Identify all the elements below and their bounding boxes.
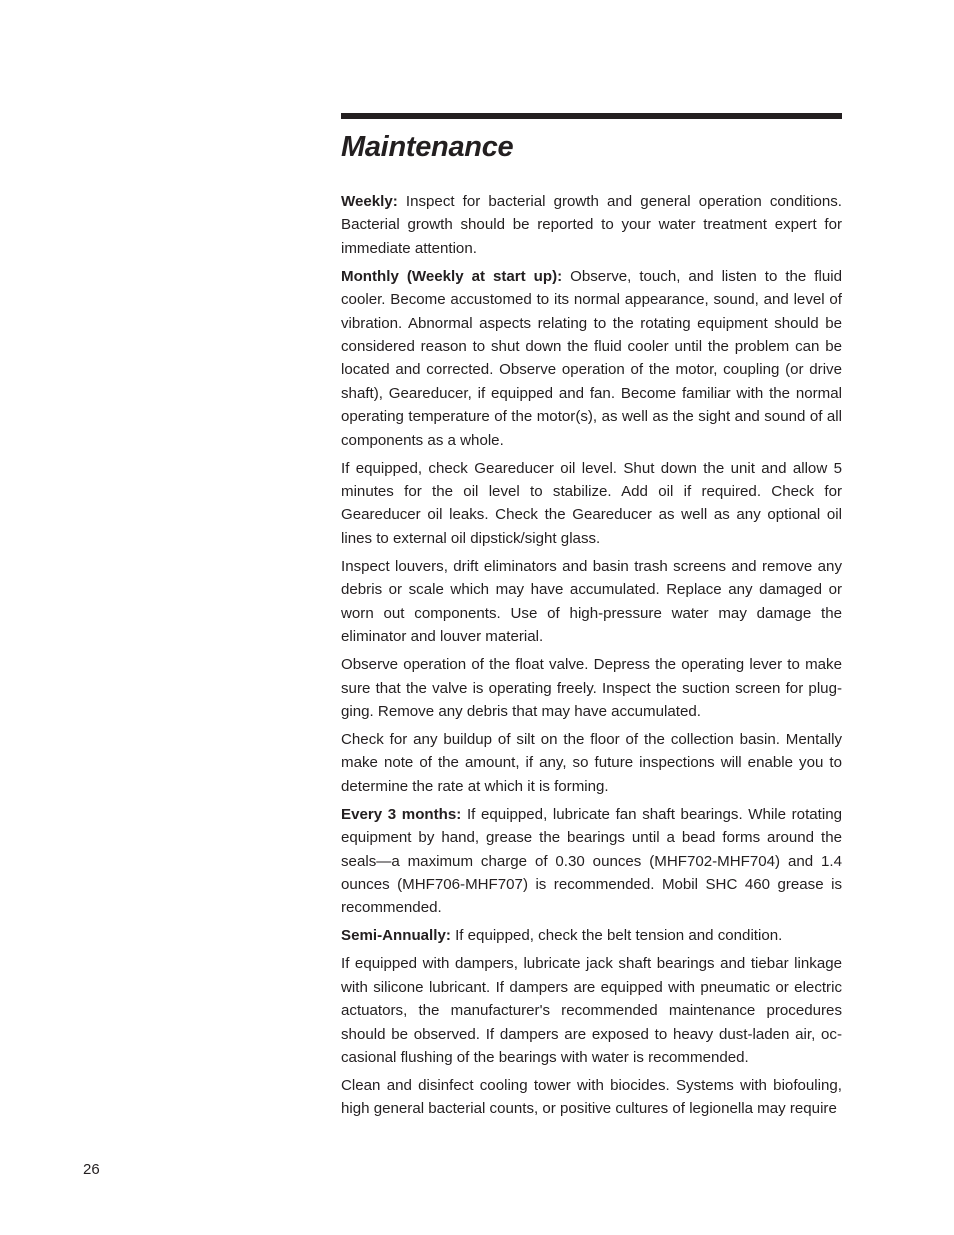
paragraph-every-3-months [341,803,842,920]
page-title: Maintenance [341,131,514,163]
paragraph-lead: Monthly (Weekly at start up): [341,267,563,285]
paragraph-monthly [341,265,842,452]
paragraph-geareducer-oil [341,457,842,551]
paragraph-lead: Every 3 months: [341,805,462,823]
paragraph-text: If equipped, lubricate fan shaft bearings. While rotating equipment by hand, grease the bearings until a bead forms around the seals—a maximum charge of 0.30 ounces (MHF702-MHF704) and 1.4 ounces (MHF706-MHF707) is recommended. Mobil SHC 460 grease is recommended. [341,805,842,917]
paragraph-lead: Semi-Annually: [341,927,451,945]
paragraph-text: If equipped, check Geareducer oil level. Shut down the unit and allow 5 minutes for the oil level to stabilize. Add oil if required. Check for Geareducer oil leaks. Check the Geareducer as well as any optional oil lines to external oil dipstick/sight glass. [341,459,842,547]
paragraph-text: If equipped with dampers, lubricate jack shaft bearings and tiebar linkage with silicone lubricant. If dampers are equipped with pneumatic or electric actuators, the manufacturer's recommended maintenance procedures should be observed. If dampers are exposed to heavy dust-laden air, occasional flushing of the bearings with water is recommended. [341,955,842,1066]
paragraph-lead: Weekly: [341,193,398,210]
paragraph-disinfect [341,1074,842,1121]
section-rule [341,113,842,119]
paragraph-text: Inspect for bacterial growth and general operation conditions. Bacterial growth should be reported to your water treatment expert for immediate attention. [341,193,842,257]
paragraph-dampers [341,952,842,1069]
paragraph-weekly [341,190,842,260]
paragraph-text: Inspect louvers, drift eliminators and basin trash screens and remove any debris or scale which may have accumulated. Replace any damaged or worn out components. Use of high-pressure water may damage the eliminator and louver material. [341,557,842,646]
paragraph-semi-annually [341,924,842,947]
maintenance-body [341,190,842,1125]
paragraph-silt [341,728,842,798]
paragraph-text: Check for any buildup of silt on the floor of the collection basin. Mentally make note of the amount, if any, so future inspections will enable you to determine the rate at which it is forming. [341,730,842,795]
paragraph-text: Observe operation of the float valve. Depress the operating lever to make sure that the valve is operating freely. Inspect the suction screen for plugging. Remove any debris that may have accumulated. [341,656,842,720]
paragraph-louvers [341,555,842,649]
paragraph-text: Clean and disinfect cooling tower with biocides. Systems with biofouling, high general bacterial counts, or positive cultures of legionella may require [341,1076,842,1118]
page-number: 26 [83,1161,100,1178]
paragraph-text: Observe, touch, and listen to the fluid cooler. Become accustomed to its normal appearance, sound, and level of vibration. Abnormal aspects relating to the rotating equipment should be considered reason to shut down the fluid cooler until the problem can be located and corrected. Observe operation of the motor, coupling (or drive shaft), Geareducer, if equipped and fan. Become familiar with the normal operating temperature of the motor(s), as well as the sight and sound of all components as a whole. [341,267,842,449]
paragraph-text: If equipped, check the belt tension and condition. [450,927,783,945]
paragraph-float-valve [341,653,842,723]
